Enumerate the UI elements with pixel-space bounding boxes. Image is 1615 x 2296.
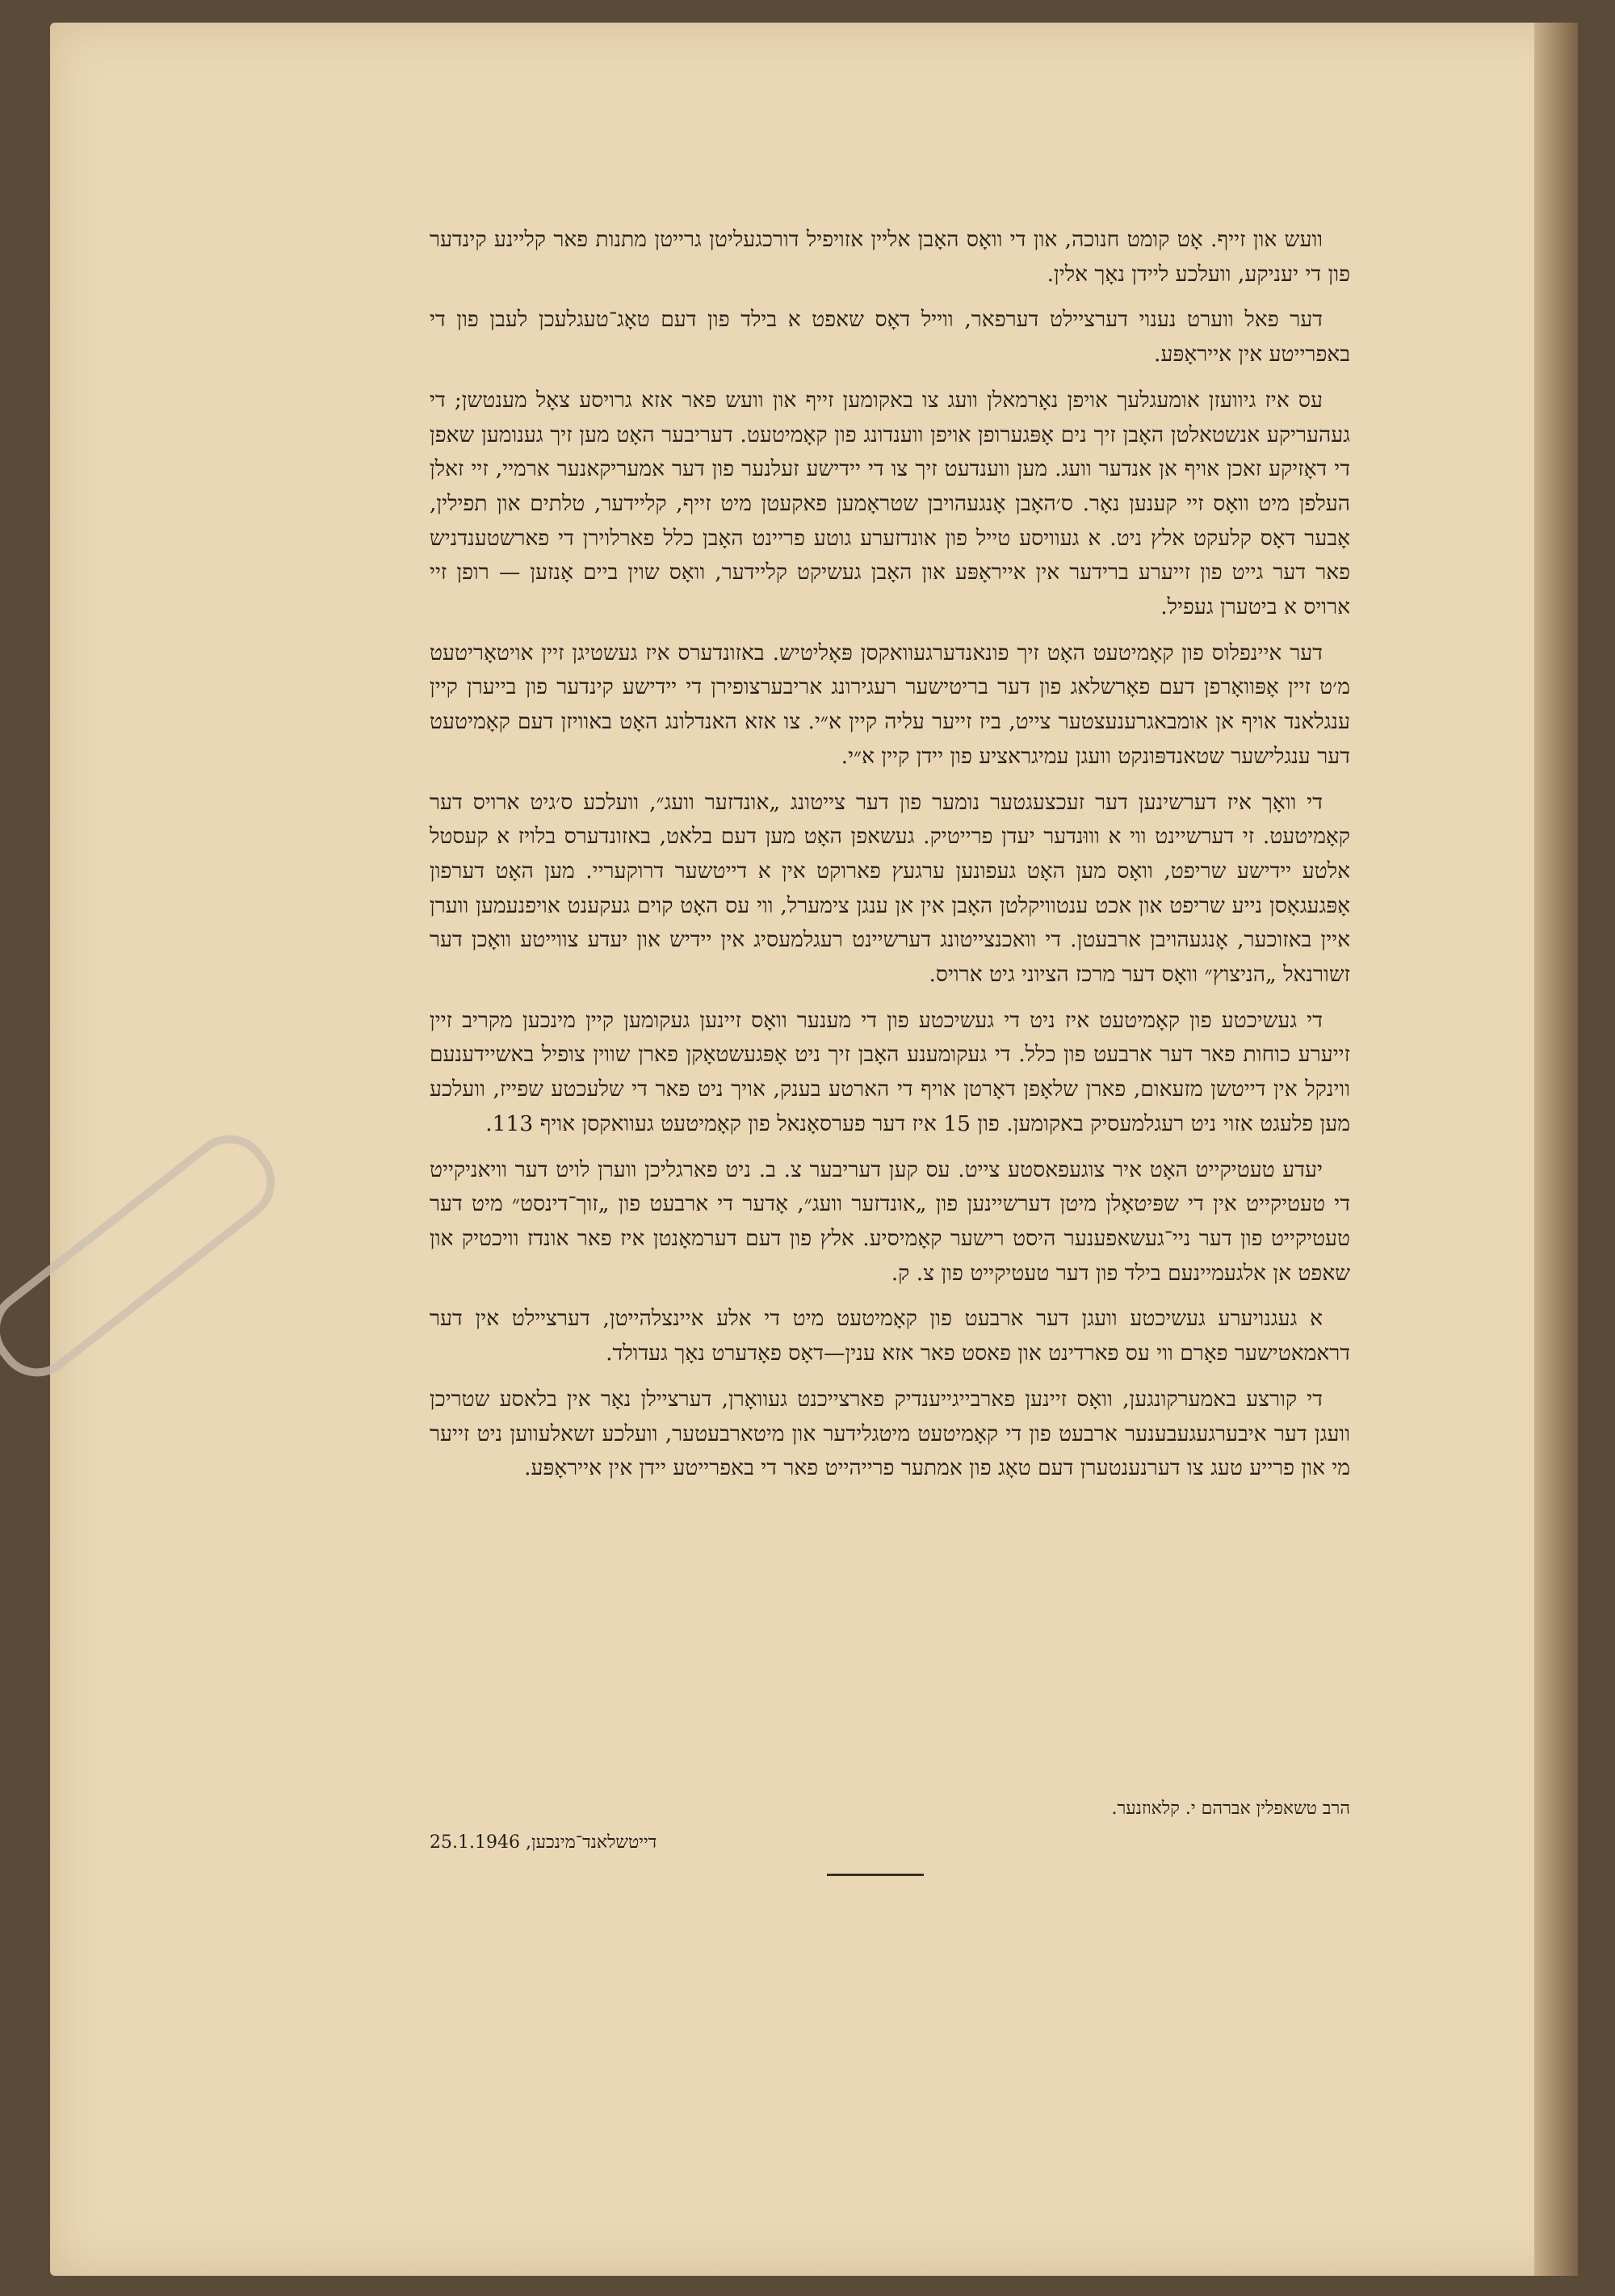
paragraph: דער פאל ווערט נענוי דערציילט דערפאר, ווייל דאָס שאפט א בילד פון דעם טאָג־טעגלעכן לעבן פון די באפרייטע אין אייראָפּע. bbox=[430, 307, 1350, 367]
paragraph: יעדע טעטיקייט האָט איר צוגעפאסטע צייט. עס קען דעריבער צ. ב. ניט פארגליכן ווערן לויט דער וויאניקייט די טעטיקייט אין די שפּיטאָלן מיטן דערשיינען פון „אונדזער וועג״, אָדער די ארבעט פון „זוך־דינסט״ מיט דער טעטיקייט פון דער ניי־געשאפענער היסט רישער קאָמיסיע. אלץ פון דעם דערמאָנטן איז פאר אונדז וויכטיק און שאפט אן אלגעמיינעם בילד פון דער טעטיקייט פון צ. ק. bbox=[430, 1156, 1350, 1286]
article-body bbox=[430, 223, 1350, 1497]
paragraph: די וואָך איז דערשינען דער זעכצעגטער נומער פון דער צייטונג „אונדזער וועג״, וועלכע ס׳גיט ארויס דער קאָמיטעט. זי דערשיינט ווי א וווּנדער יעדן פרייטיק. געשאפן האָט מען דעם בלאט, באזונדערס בלויז א קעסטל אלטע יידישע שריפט, וואָס מען האָט געפונען ערגעץ פארוקט אין א דייטשער דרוקעריי. מען האָט דערפון אָפּגעגאָסן נייע שריפט און אכט ענטוויקלטן האָבן אין אן ענגן צימערל, ווי עס האָט קוים געקענט אויפנעמען ווערן איין באזוכער, אָנגעהויבן ארבעטן. די וואכנצייטונג דערשיינט רעגלמעסיג אין יידיש און יעדע צווייטע וואָכן דער זשורנאל „הניצוץ״ וואָס דער מרכז הציוני גיט ארויס. bbox=[430, 789, 1350, 988]
paragraph: די געשיכטע פון קאָמיטעט איז ניט די געשיכטע פון די מענער וואָס זיינען געקומען קיין מינכען מקריב זיין זייערע כוחות פאר דער ארבעט פון כלל. די געקומענע האָבן זיך ניט אָפּגעשטאָקן פארן שווין צופיל באשיידענעם ווינקל אין דייטשן מזעאום, פארן שלאָפן דאָרטן אויף די הארטע בענק, אויך ניט פאר די שלעכטע שפייז, וועלכע מען פלעגט אזוי ניט רעגלמעסיק באקומען. פון 15 איז דער פערסאָנאל פון קאָמיטעט געוואקסן אויף 113. bbox=[430, 1007, 1350, 1136]
paragraph: עס איז גיוועזן אומעגלעך אויפן נאָרמאלן וועג צו באקומען זייף און וועש פאר אזא גרויסע צאָל מענטשן; די געהעריקע אנשטאלטן האָבן זיך נים אָפּגערופן אויפן ווענדונג פון קאָמיטעט. דעריבער האָט מען זיך גענומען שאפן די דאָזיקע זאכן אויף אן אנדער וועג. מען ווענדעט זיך צו די יידישע זעלנער פון דער אמעריקאנער ארמיי, זיי זאלן העלפן מיט וואָס זיי קענען נאָר. ס׳האָבן אָנגעהויבן שטראָמען פאקעטן מיט זייף, קליידער, טלתים און תפילין, אָבער דאָס קלעקט אלץ ניט. א געוויסע טייל פון אונדזערע גוטע פריינט האָבן כלל פארלוירן די פארשטענדניש פאר דער גייט פון זייערע ברידער אין אייראָפּע און האָבן געשיקט קליידער, וואָס שוין ביים אָנזען — רופן זיי ארויס א ביטערן געפיל. bbox=[430, 387, 1350, 620]
signature-name: הרב טשאפלין אברהם י. קלאוזנער. bbox=[1111, 1799, 1350, 1819]
signature-place-date: דייטשלאנד־מינכען, 25.1.1946 bbox=[430, 1832, 657, 1853]
book-page bbox=[50, 23, 1578, 2276]
paragraph: א געגנויערע געשיכטע וועגן דער ארבעט פון קאָמיטעט מיט די אלע איינצלהייטן, דערציילט אין דער דראמאטישער פאָרם ווי עס פארדינט און פאסט פאר אזא ענין—דאָס פאָדערט נאָך געדולד. bbox=[430, 1306, 1350, 1366]
paragraph: די קורצע באמערקונגען, וואָס זיינען פארבייגייענדיק פארצייכנט געוואָרן, דערציילן נאָר אין בלאסע שטריכן וועגן דער איבערגעגעבענער ארבעט פון די קאָמיטעט מיטגלידער און מיטארבעטער, וועלכע זשאלעווען ניט זייער מי און פרייע טעג צו דערנענטערן דעם טאָג פון אמתער פרייהייט פאר די באפרייטע יידן אין אייראָפּע. bbox=[430, 1386, 1350, 1481]
paragraph: וועש און זייף. אָט קומט חנוכה, און די וואָס האָבן אליין אזויפיל דורכגעליטן גרייטן מתנות פאר קליינע קינדער פון די יעניקע, וועלכע ליידן נאָך אלין. bbox=[430, 227, 1350, 287]
book-spine bbox=[1534, 23, 1578, 2276]
paragraph: דער איינפלוס פון קאָמיטעט האָט זיך פונאנדערגעוואקסן פּאָליטיש. באזונדערס איז געשטיגן זיין אויטאָריטעט מ׳ט זיין אָפּוואָרפן דעם פאָרשלאג פון דער בריטישער רעגירונג אריבערצופירן די יידישע קינדער פון בייערן קיין ענגלאנד אויף אן אומבאגרענעצטער צייט, ביז זייער עליה קיין א״י. צו אזא האנדלונג האָט באוויזן דעם קאָמיטעט דער ענגלישער שטאנדפּונקט וועגן עמיגראציע פון יידן קיין א״י. bbox=[430, 640, 1350, 769]
closing-rule bbox=[827, 1874, 924, 1876]
